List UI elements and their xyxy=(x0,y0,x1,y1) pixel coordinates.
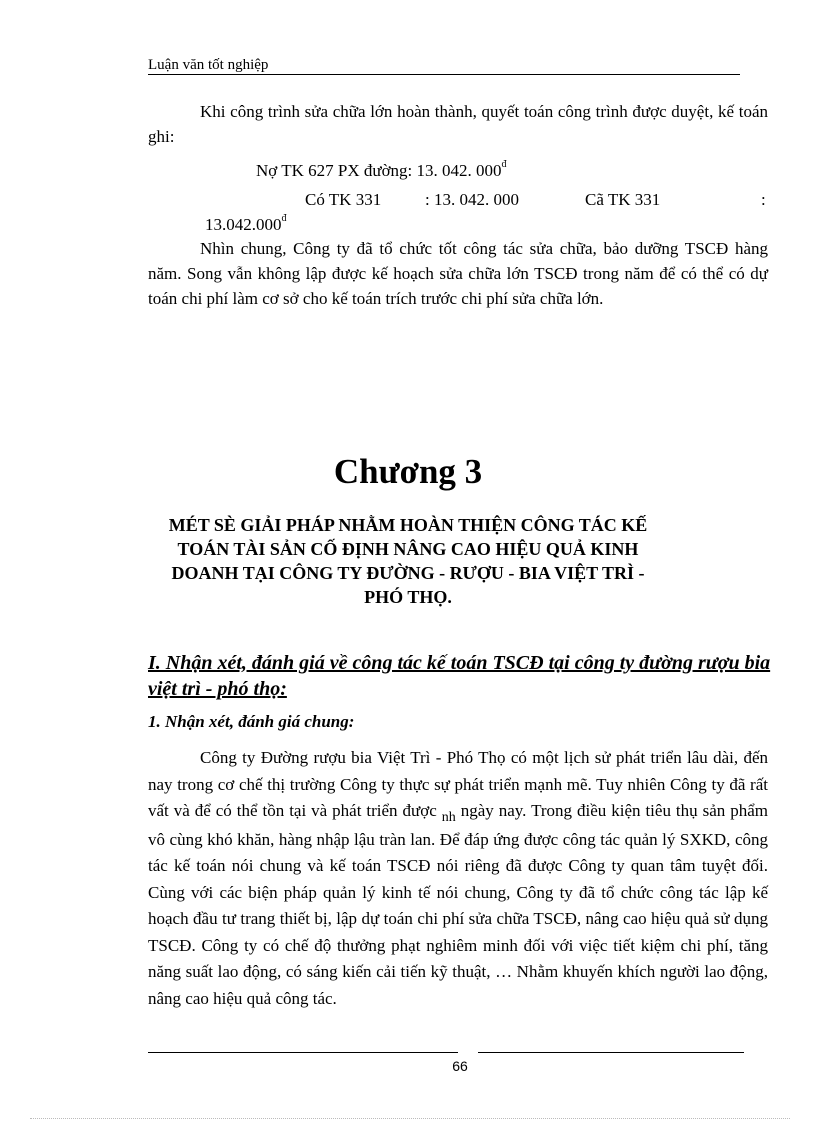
page-number: 66 xyxy=(452,1058,468,1074)
intro-paragraph: Khi công trình sửa chữa lớn hoàn thành, quyết toán công trình được duyệt, kế toán ghi: xyxy=(148,102,768,146)
body-paragraph xyxy=(148,745,768,1012)
body-paragraph-start: Công ty Đường rượu bia Việt Trì - Phó Thọ có một lịch sử phát triển lâu dài, đến nay trong cơ chế thị trường Công ty thực sự phát triển mạnh mẽ. Tuy nhiên Công ty đã rất vất và để có thể tồn tại và phát triển được xyxy=(148,748,768,820)
footer-rule-left xyxy=(148,1052,458,1053)
garbled-credit-amount xyxy=(205,215,287,235)
chapter-title: Chương 3 xyxy=(333,452,483,491)
debit-unit: đ xyxy=(501,159,507,170)
chapter-subtitle: MÉT SÈ GIẢI PHÁP NHẰM HOÀN THIỆN CÔNG TÁC KẾ TOÁN TÀI SẢN CỐ ĐỊNH NÂNG CAO HIỆU QUẢ KINH DOANH TẠI CÔNG TY ĐƯỜNG - RƯỢU - BIA VIỆT TRÌ - PHÓ THỌ. xyxy=(168,515,648,607)
page-bottom-dotted-line xyxy=(30,1118,790,1119)
garbled-credit-label: Cã TK 331 xyxy=(585,190,661,209)
footer-rule-right xyxy=(478,1052,744,1053)
body-paragraph-end: ngày nay. Trong điều kiện tiêu thụ sản phẩm vô cùng khó khăn, hàng nhập lậu tràn lan. Để đáp ứng được công tác quản lý SXKD, công tác kế toán nói chung và kế toán TSCĐ nói riêng đã được Công ty quan tâm tuyệt đối. Cùng với các biện pháp quản lý kinh tế nói chung, Công ty đã tổ chức công tác lập kế hoạch đầu tư trang thiết bị, lập dự toán chi phí sửa chữa TSCĐ, nâng cao hiệu quả sử dụng TSCĐ. Công ty có chế độ thưởng phạt nghiêm minh đối với việc tiết kiệm chi phí, tăng năng suất lao động, có sáng kiến cải tiến kỹ thuật, … Nhằm khuyến khích người lao động, nâng cao hiệu quả công tác. xyxy=(148,801,769,1008)
garbled-credit-value: 13.042.000 xyxy=(205,215,282,234)
section-heading: I. Nhận xét, đánh giá về công tác kế toán TSCĐ tại công ty đường rượu bia việt trì - phó thọ: xyxy=(148,652,771,700)
debit-entry xyxy=(256,161,507,181)
debit-entry-text: Nợ TK 627 PX đường: 13. 042. 000 xyxy=(256,161,502,180)
credit-entry-value: : 13. 042. 000 xyxy=(425,190,519,209)
garbled-credit-unit: đ xyxy=(281,213,287,224)
garbled-credit-colon: : xyxy=(761,190,766,209)
body-paragraph-fragment: nh xyxy=(441,810,456,825)
credit-entry-label: Có TK 331 xyxy=(305,190,382,209)
subsection-heading: 1. Nhận xét, đánh giá chung: xyxy=(148,712,355,731)
running-header: Luận văn tốt nghiệp xyxy=(148,57,269,73)
header-rule xyxy=(148,74,740,75)
summary-paragraph: Nhìn chung, Công ty đã tổ chức tốt công tác sửa chữa, bảo dưỡng TSCĐ hàng năm. Song vẫn không lập được kế hoạch sửa chữa lớn TSCĐ trong năm để có thể có dự toán chi phí làm cơ sở cho kế toán trích trước chi phí sửa chữa lớn. xyxy=(148,239,768,308)
